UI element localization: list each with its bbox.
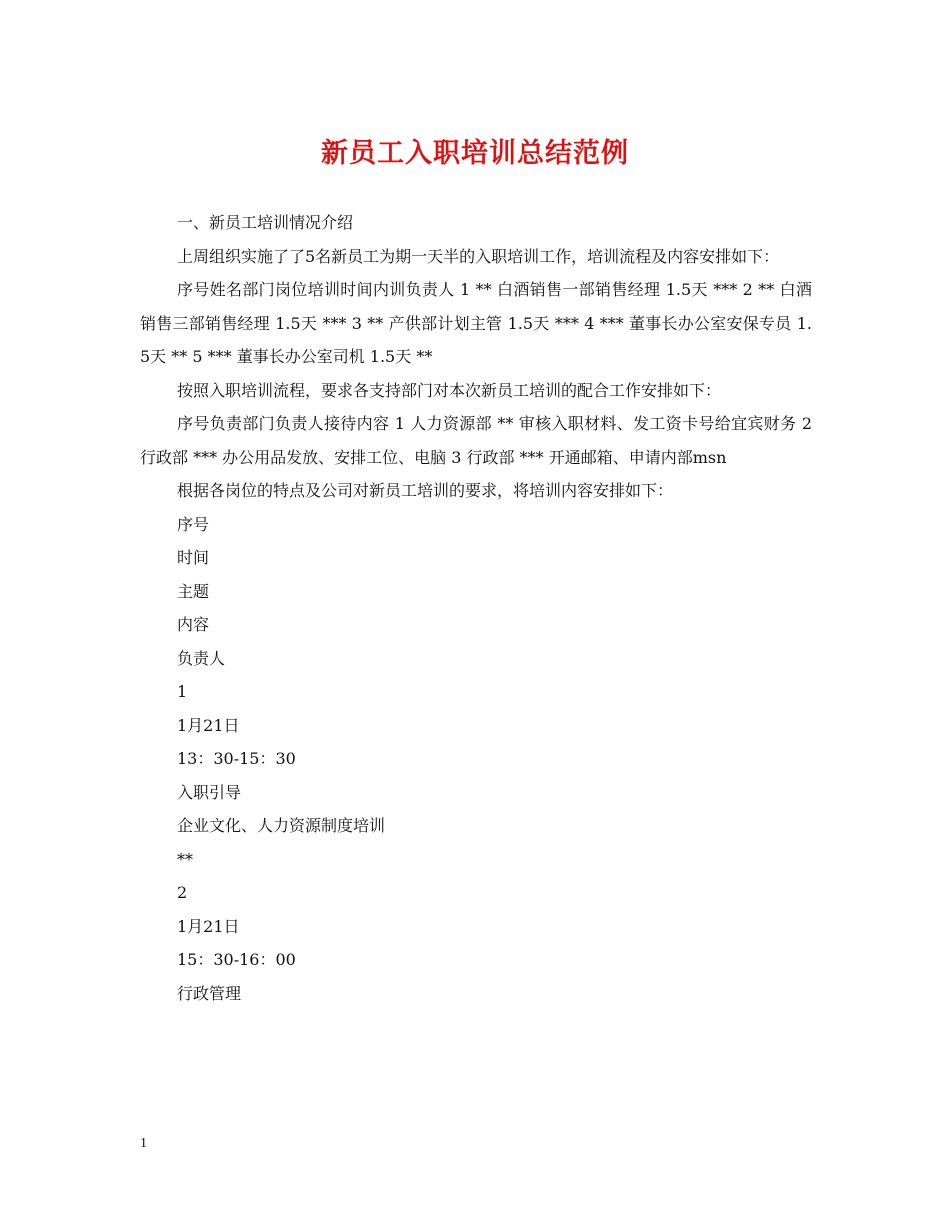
- paragraph-trainee-list: 序号姓名部门岗位培训时间内训负责人 1 ** 白酒销售一部销售经理 1.5天 *** 2 ** 白酒销售三部销售经理 1.5天 *** 3 ** 产供部计划主管 1.5天 *** 4 *** 董事长办公室安保专员 1.5天 ** 5 *** 董事长办公室司机 1.5天 **: [140, 280, 812, 366]
- section-heading: 一、新员工培训情况介绍: [177, 213, 354, 232]
- schedule-line: 行政管理: [177, 983, 242, 1003]
- schedule-line: 内容: [177, 615, 210, 634]
- schedule-line: 1: [177, 682, 188, 701]
- schedule-line: 序号: [177, 514, 210, 534]
- schedule-line: 1月21日: [177, 715, 240, 735]
- schedule-line: 2: [177, 883, 188, 902]
- schedule-line: **: [177, 849, 193, 869]
- schedule-line: 13：30-15：30: [177, 749, 296, 768]
- schedule-line: 时间: [177, 548, 210, 567]
- schedule-line: 15：30-16：00: [177, 950, 296, 969]
- paragraph-intro: 上周组织实施了了5名新员工为期一天半的入职培训工作，培训流程及内容安排如下：: [177, 246, 780, 266]
- schedule-line: 1月21日: [177, 916, 240, 936]
- schedule-line: 入职引导: [177, 782, 242, 802]
- page-number: 1: [140, 1136, 147, 1151]
- schedule-line: 主题: [177, 581, 210, 601]
- paragraph-schedule-intro: 根据各岗位的特点及公司对新员工培训的要求，将培训内容安排如下：: [177, 481, 674, 500]
- document-body: [140, 206, 812, 1010]
- paragraph-support-intro: 按照入职培训流程，要求各支持部门对本次新员工培训的配合工作安排如下：: [177, 380, 722, 400]
- document-title: 新员工入职培训总结范例: [321, 138, 629, 169]
- paragraph-support-list: 序号负责部门负责人接待内容 1 人力资源部 ** 审核入职材料、发工资卡号给宜宾财务 2 行政部 *** 办公用品发放、安排工位、电脑 3 行政部 *** 开通邮箱、申请内部msn: [140, 414, 812, 467]
- schedule-line: 负责人: [177, 648, 226, 668]
- schedule-line: 企业文化、人力资源制度培训: [177, 816, 386, 835]
